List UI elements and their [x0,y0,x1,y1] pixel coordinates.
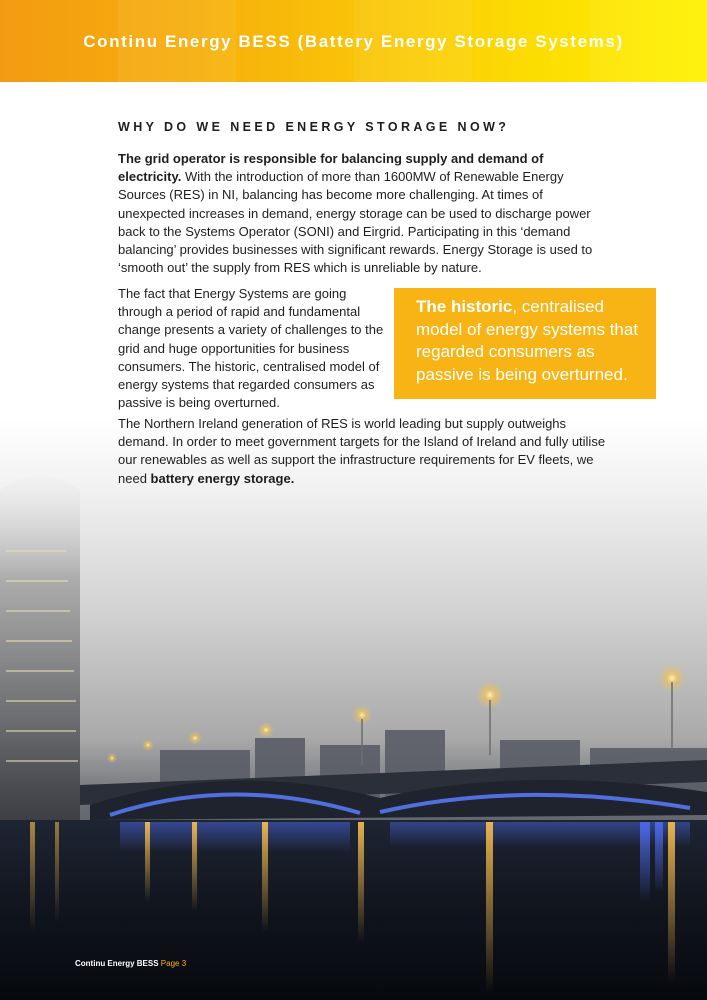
page-footer [75,959,186,968]
paragraph-body: The Northern Ireland generation of RES is world leading but supply outweighs demand. In order to meet government targets for the Island of Ireland and fully utilise our renewables as well as support the infrastructure requirements for EV fleets, we need [118,416,606,486]
header-band [0,0,707,82]
content-area [118,120,608,134]
pull-quote-text [416,296,644,386]
paragraph-emphasis: battery energy storage. [150,470,295,486]
paragraph-grid-operator [118,150,610,277]
pull-quote-lead: The historic [416,297,513,316]
city-night-photo [0,420,707,1000]
section-heading: WHY DO WE NEED ENERGY STORAGE NOW? [118,120,510,134]
paragraph-body: With the introduction of more than 1600MW of Renewable Energy Sources (RES) in NI, balancing has become more challenging. At times of unexpected increases in demand, energy storage can be used to discharge power back to the Systems Operator (SONI) and Eirgrid. Participating in this ‘demand balancing’ provides businesses with significant rewards. Energy Storage is used to ‘smooth out’ the supply from RES which is unreliable by nature. [118,169,593,276]
header-title: Continu Energy BESS (Battery Energy Storage Systems) [83,32,624,51]
footer-page-number: Page 3 [160,959,187,968]
paragraph-lead-bold: The grid operator is responsible for balancing supply and demand of electricity. [118,151,544,185]
footer-brand: Continu Energy BESS [75,959,159,968]
paragraph-northern-ireland [118,415,610,488]
pull-quote-rest: , centralised model of energy systems that regarded consumers as passive is being overturned. [416,297,639,384]
pull-quote-callout [394,288,656,399]
paragraph-energy-systems: The fact that Energy Systems are going through a period of rapid and fundamental change presents a variety of challenges to the grid and huge opportunities for business consumers. The historic, centralised model of energy systems that regarded consumers as passive is being overturned. [118,286,384,411]
